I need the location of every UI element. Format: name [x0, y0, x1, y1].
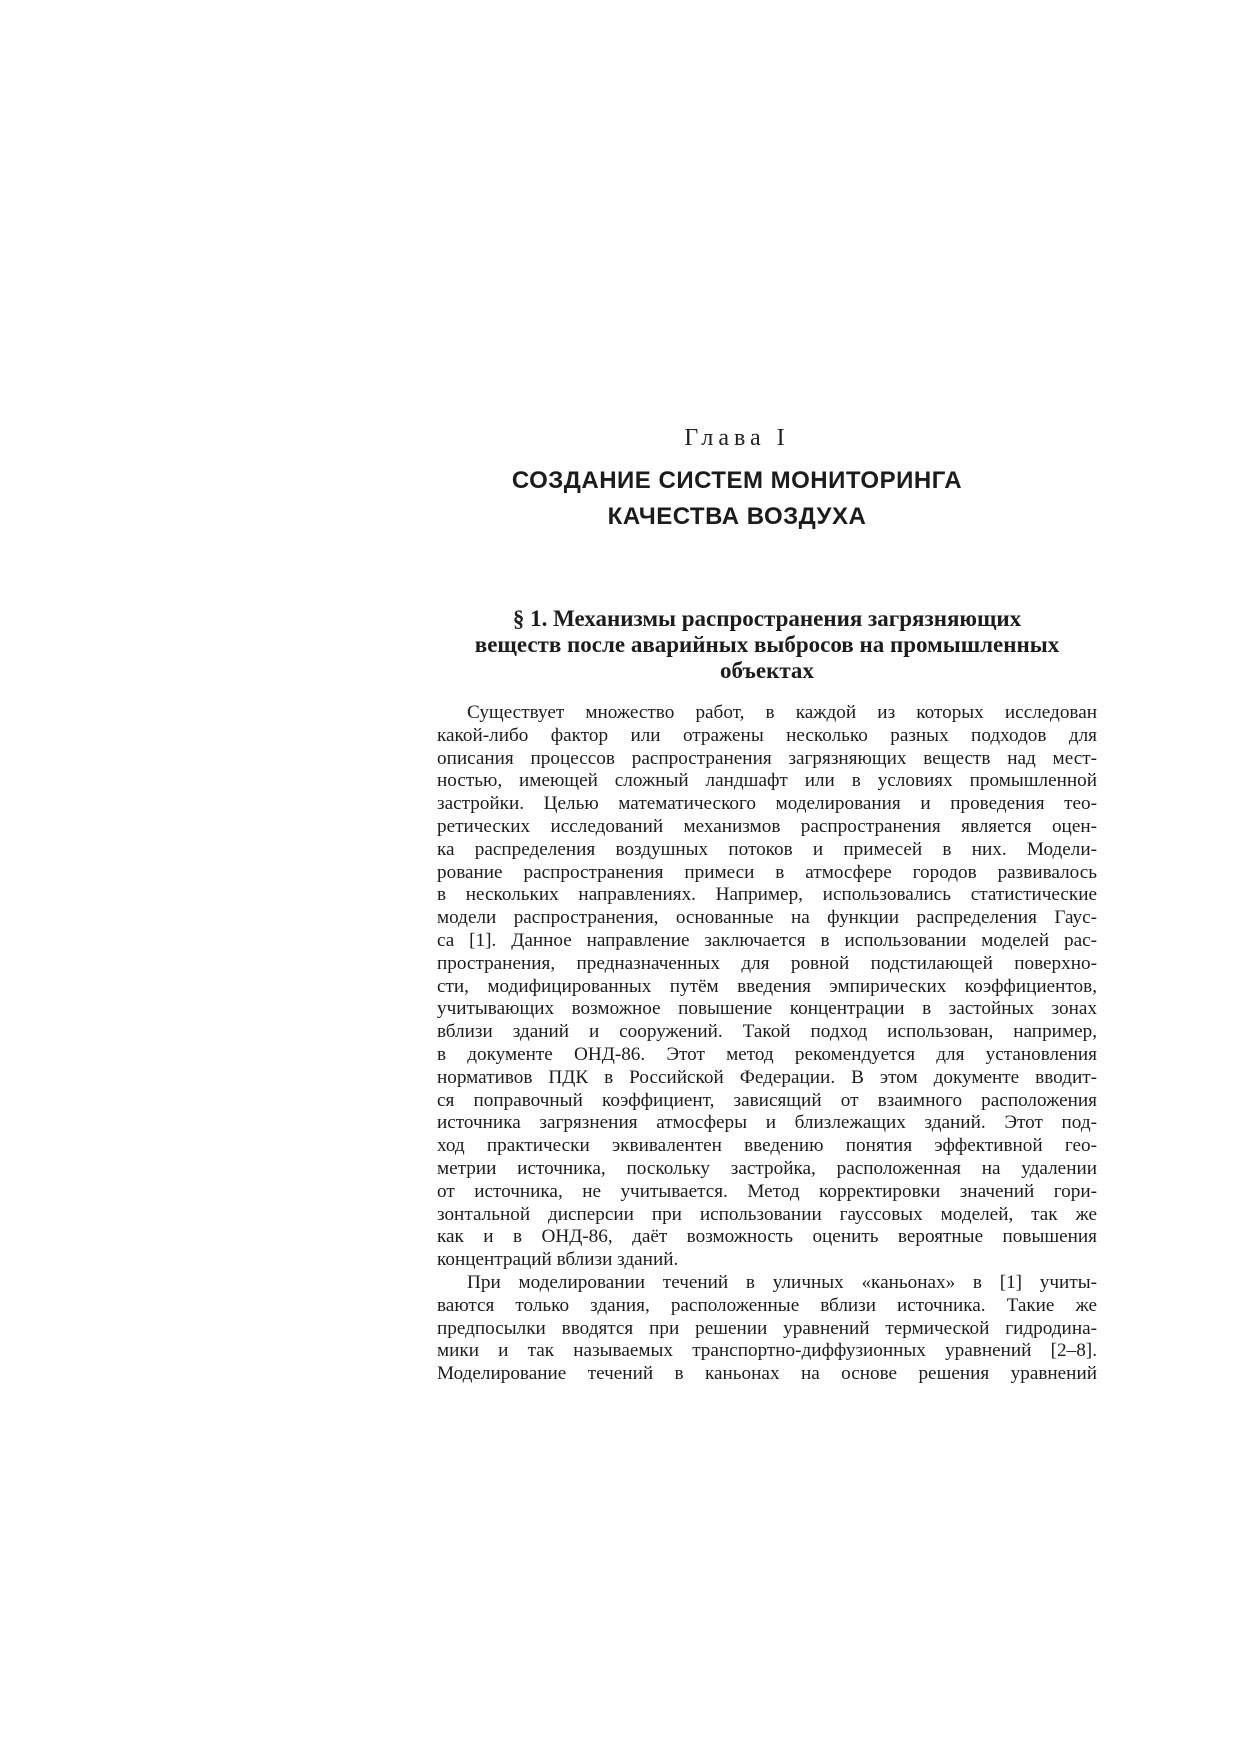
- text-line: мики и так называемых транспортно-диффузионных уравнений [2–8].: [437, 1340, 1097, 1362]
- text-line: в нескольких направлениях. Например, использовались статистические: [437, 884, 1097, 906]
- text-line: ка распределения воздушных потоков и примесей в них. Модели-: [437, 838, 1097, 860]
- chapter-title: [437, 463, 1037, 535]
- text-line: от источника, не учитывается. Метод корректировки значений гори-: [437, 1180, 1097, 1202]
- section-title-line: § 1. Механизмы распространения загрязняющих: [512, 606, 1022, 631]
- text-line: учитывающих возможное повышение концентрации в застойных зонах: [437, 998, 1097, 1020]
- text-line: вблизи зданий и сооружений. Такой подход использован, например,: [437, 1021, 1097, 1043]
- text-line: источника загрязнения атмосферы и близлежащих зданий. Этот под-: [437, 1112, 1097, 1134]
- text-line: ся поправочный коэффициент, зависящий от взаимного расположения: [437, 1089, 1097, 1111]
- chapter-title-line: СОЗДАНИЕ СИСТЕМ МОНИТОРИНГА: [511, 467, 963, 494]
- paragraph: [437, 1272, 1097, 1386]
- paragraph: [437, 702, 1097, 1272]
- text-line: ваются только здания, расположенные вблизи источника. Такие же: [437, 1294, 1097, 1316]
- text-line: как и в ОНД-86, даёт возможность оценить вероятные повышения: [437, 1226, 1097, 1248]
- section-title: [437, 606, 1097, 684]
- text-line: описания процессов распространения загрязняющих веществ над мест-: [437, 747, 1097, 769]
- text-line: предпосылки вводятся при решении уравнений термической гидродина-: [437, 1317, 1097, 1339]
- section-title-line: веществ после аварийных выбросов на промышленных: [474, 632, 1060, 657]
- text-line: Моделирование течений в каньонах на основе решения уравнений: [437, 1363, 1097, 1385]
- text-line: сти, модифицированных путём введения эмпирических коэффициентов,: [437, 975, 1097, 997]
- text-line: застройки. Целью математического моделирования и проведения тео-: [437, 793, 1097, 815]
- text-line: ход практически эквивалентен введению понятия эффективной гео-: [437, 1135, 1097, 1157]
- text-line: са [1]. Данное направление заключается в использовании моделей рас-: [437, 929, 1097, 951]
- body-text: [437, 702, 1097, 1386]
- text-line: При моделировании течений в уличных «каньонах» в [1] учиты-: [467, 1271, 1097, 1293]
- text-line: ностью, имеющей сложный ландшафт или в условиях промышленной: [437, 770, 1097, 792]
- text-line: нормативов ПДК в Российской Федерации. В этом документе вводит-: [437, 1066, 1097, 1088]
- text-line: ретических исследований механизмов распространения является оцен-: [437, 815, 1097, 837]
- section-title-line: объектах: [720, 658, 814, 683]
- chapter-label: Глава I: [684, 425, 790, 451]
- text-line: концентраций вблизи зданий.: [437, 1249, 679, 1271]
- text-line: какой-либо фактор или отражены несколько разных подходов для: [437, 724, 1097, 746]
- text-line: рование распространения примеси в атмосфере городов развивалось: [437, 861, 1097, 883]
- text-line: модели распространения, основанные на функции распределения Гаус-: [437, 907, 1097, 929]
- text-line: в документе ОНД-86. Этот метод рекомендуется для установления: [437, 1043, 1097, 1065]
- text-line: пространения, предназначенных для ровной подстилающей поверхно-: [437, 952, 1097, 974]
- text-line: Существует множество работ, в каждой из которых исследован: [467, 702, 1097, 723]
- chapter-title-line: КАЧЕСТВА ВОЗДУХА: [607, 503, 867, 530]
- text-line: зонтальной дисперсии при использовании гауссовых моделей, так же: [437, 1203, 1097, 1225]
- text-line: метрии источника, поскольку застройка, расположенная на удалении: [437, 1157, 1097, 1179]
